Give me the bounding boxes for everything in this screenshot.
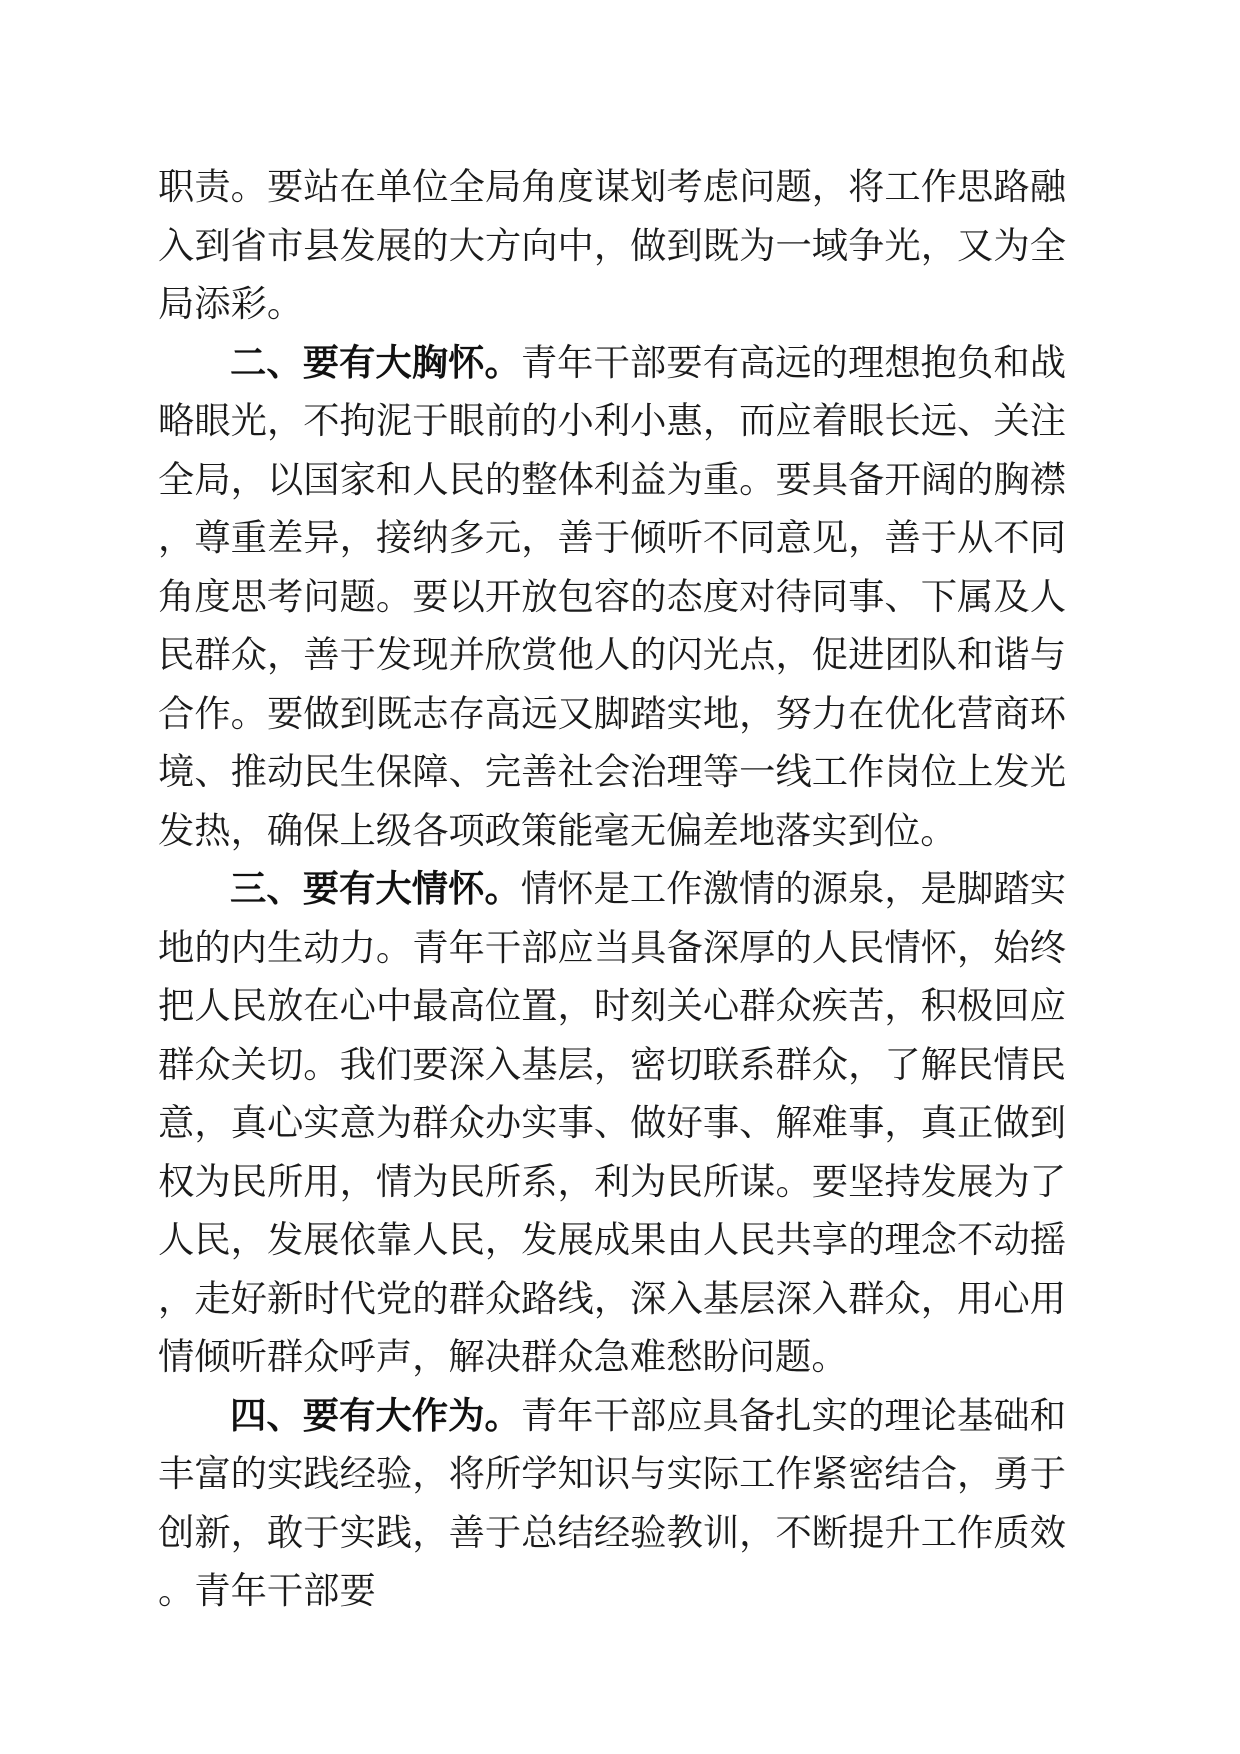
paragraph-3-heading: 三、要有大情怀。 (230, 867, 521, 910)
paragraph-4-text: 青年干部应具备扎实的理论基础和丰富的实践经验，将所学知识与实际工作紧密结合，勇于创新，敢于实践，善于总结经验教训，不断提升工作质效。青年干部要 (158, 1393, 1067, 1612)
document-body (158, 158, 1066, 1621)
paragraph-2 (158, 334, 1066, 861)
paragraph-3 (158, 860, 1066, 1387)
paragraph-4 (158, 1387, 1066, 1621)
paragraph-2-text: 青年干部要有高远的理想抱负和战略眼光，不拘泥于眼前的小利小惠，而应着眼长远、关注全局，以国家和人民的整体利益为重。要具备开阔的胸襟，尊重差异，接纳多元，善于倾听不同意见，善于从不同角度思考问题。要以开放包容的态度对待同事、下属及人民群众，善于发现并欣赏他人的闪光点，促进团队和谐与合作。要做到既志存高远又脚踏实地，努力在优化营商环境、推动民生保障、完善社会治理等一线工作岗位上发光发热，确保上级各项政策能毫无偏差地落实到位。 (158, 340, 1067, 852)
paragraph-1 (158, 158, 1066, 334)
paragraph-3-text: 情怀是工作激情的源泉，是脚踏实地的内生动力。青年干部应当具备深厚的人民情怀，始终把人民放在心中最高位置，时刻关心群众疾苦，积极回应群众关切。我们要深入基层，密切联系群众，了解民情民意，真心实意为群众办实事、做好事、解难事，真正做到权为民所用，情为民所系，利为民所谋。要坚持发展为了人民，发展依靠人民，发展成果由人民共享的理念不动摇，走好新时代党的群众路线，深入基层深入群众，用心用情倾听群众呼声，解决群众急难愁盼问题。 (158, 867, 1067, 1378)
paragraph-2-heading: 二、要有大胸怀。 (230, 340, 521, 384)
paragraph-1-text: 职责。要站在单位全局角度谋划考虑问题，将工作思路融入到省市县发展的大方向中，做到既为一域争光，又为全局添彩。 (158, 165, 1066, 325)
paragraph-4-heading: 四、要有大作为。 (230, 1393, 521, 1437)
